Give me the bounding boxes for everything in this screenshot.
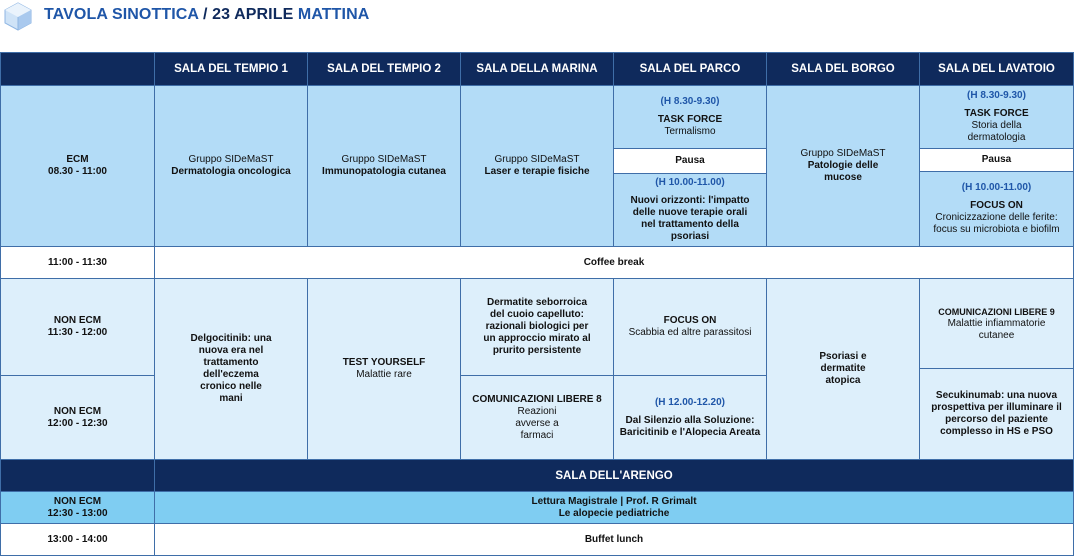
cube-logo-icon (2, 1, 34, 31)
session-time: (H 10.00-11.00) (655, 177, 725, 188)
room-header-marina: SALA DELLA MARINA (460, 52, 614, 86)
title-main: TAVOLA SINOTTICA (44, 6, 199, 23)
slot-label: ECM (66, 154, 89, 165)
session-group: Gruppo SIDeMaST (188, 154, 274, 165)
coffee-time: 11:00 - 11:30 (0, 246, 155, 279)
corner-header-cell (0, 52, 155, 86)
session-subtitle: Cronicizzazione delle ferite: focus su microbiota e biofilm (933, 212, 1060, 235)
session-subtitle: Scabbia ed altre parassitosi (628, 327, 752, 338)
nonecm-parco-session-b (613, 375, 767, 460)
slot-nonecm-2 (0, 375, 155, 460)
title-session: MATTINA (293, 6, 370, 23)
session-title: FOCUS ON (663, 315, 717, 326)
nonecm-marina-session-a: Dermatite seborroica del cuoio capelluto: razionali biologici per un approccio mirato al prurito persistente (460, 278, 614, 376)
page-title (44, 6, 369, 24)
session-title: TASK FORCE (657, 114, 723, 125)
arengo-slot (0, 491, 155, 524)
nonecm-marina-session-b (460, 375, 614, 460)
slot-label: NON ECM (53, 315, 102, 326)
lunch-time: 13:00 - 14:00 (0, 523, 155, 556)
slot-label: NON ECM (53, 495, 102, 507)
lecture-speaker: Lettura Magistrale | Prof. R Grimalt (531, 495, 697, 507)
session-subtitle: Storia della dermatologia (967, 120, 1026, 143)
session-title: Patologie delle mucose (807, 160, 879, 183)
session-subtitle: Malattie infiammatorie cutanee (947, 317, 1046, 341)
arengo-header: SALA DELL'ARENGO (154, 459, 1074, 492)
arengo-corner-cell (0, 459, 155, 492)
session-title: TEST YOURSELF (342, 357, 426, 368)
arengo-lecture (154, 491, 1074, 524)
ecm-marina-session (460, 85, 614, 247)
room-header-borgo: SALA DEL BORGO (766, 52, 920, 86)
ecm-parco-session-b (613, 173, 767, 247)
room-header-tempio-2: SALA DEL TEMPIO 2 (307, 52, 461, 86)
title-separator: / (198, 6, 213, 23)
nonecm-lavatoio-session-b: Secukinumab: una nuova prospettiva per illuminare il percorso del paziente complesso in HS e PSO (919, 368, 1074, 460)
session-group: Gruppo SIDeMaST (341, 154, 427, 165)
session-subtitle: Termalismo (664, 126, 716, 137)
ecm-tempio2-session (307, 85, 461, 247)
coffee-break: Coffee break (154, 246, 1074, 279)
session-title: Dal Silenzio alla Soluzione: Baricitinib e l'Alopecia Areata (619, 414, 761, 438)
session-title: Laser e terapie fisiche (484, 166, 590, 177)
ecm-parco-task-force (613, 85, 767, 149)
ecm-lavatoio-pause: Pausa (919, 148, 1074, 172)
session-title: COMUNICAZIONI LIBERE 8 (472, 393, 602, 405)
ecm-lavatoio-focus-on (919, 171, 1074, 247)
slot-time: 08.30 - 11:00 (48, 166, 107, 177)
session-title: Nuovi orizzonti: l'impatto delle nuove terapie orali nel trattamento della psoriasi (630, 195, 750, 242)
session-subtitle: Malattie rare (356, 369, 412, 380)
slot-time: 12:00 - 12:30 (47, 417, 108, 429)
slot-label: NON ECM (53, 405, 102, 417)
room-header-lavatoio: SALA DEL LAVATOIO (919, 52, 1074, 86)
nonecm-tempio1-session: Delgocitinib: una nuova era nel trattamento dell'eczema cronico nelle mani (154, 278, 308, 460)
slot-time: 11:30 - 12:00 (47, 327, 108, 338)
session-subtitle: Reazioni avverse a farmaci (515, 405, 559, 441)
nonecm-borgo-session: Psoriasi e dermatite atopica (766, 278, 920, 460)
session-group: Gruppo SIDeMaST (494, 154, 580, 165)
slot-ecm (0, 85, 155, 247)
nonecm-lavatoio-session-a (919, 278, 1074, 369)
session-group: Gruppo SIDeMaST (800, 148, 886, 159)
ecm-tempio1-session (154, 85, 308, 247)
nonecm-parco-focus-on (613, 278, 767, 376)
ecm-lavatoio-task-force (919, 85, 1074, 149)
slot-nonecm-1 (0, 278, 155, 376)
session-time: (H 10.00-11.00) (961, 182, 1032, 193)
session-title: COMUNICAZIONI LIBERE 9 (938, 306, 1055, 317)
lecture-title: Le alopecie pediatriche (558, 507, 670, 519)
session-title: Immunopatologia cutanea (322, 166, 446, 177)
session-time: (H 12.00-12.20) (654, 396, 726, 408)
ecm-borgo-session (766, 85, 920, 247)
buffet-lunch: Buffet lunch (154, 523, 1074, 556)
session-title: Dermatologia oncologica (171, 166, 291, 177)
page-header (0, 0, 1074, 32)
slot-time: 12:30 - 13:00 (47, 507, 108, 519)
title-date: 23 APRILE (212, 6, 294, 23)
session-time: (H 8.30-9.30) (660, 96, 720, 107)
session-time: (H 8.30-9.30) (967, 90, 1026, 101)
ecm-parco-pause: Pausa (613, 148, 767, 174)
room-header-tempio-1: SALA DEL TEMPIO 1 (154, 52, 308, 86)
room-header-parco: SALA DEL PARCO (613, 52, 767, 86)
session-title: FOCUS ON (970, 200, 1023, 211)
nonecm-tempio2-session (307, 278, 461, 460)
session-title: TASK FORCE (964, 108, 1029, 119)
